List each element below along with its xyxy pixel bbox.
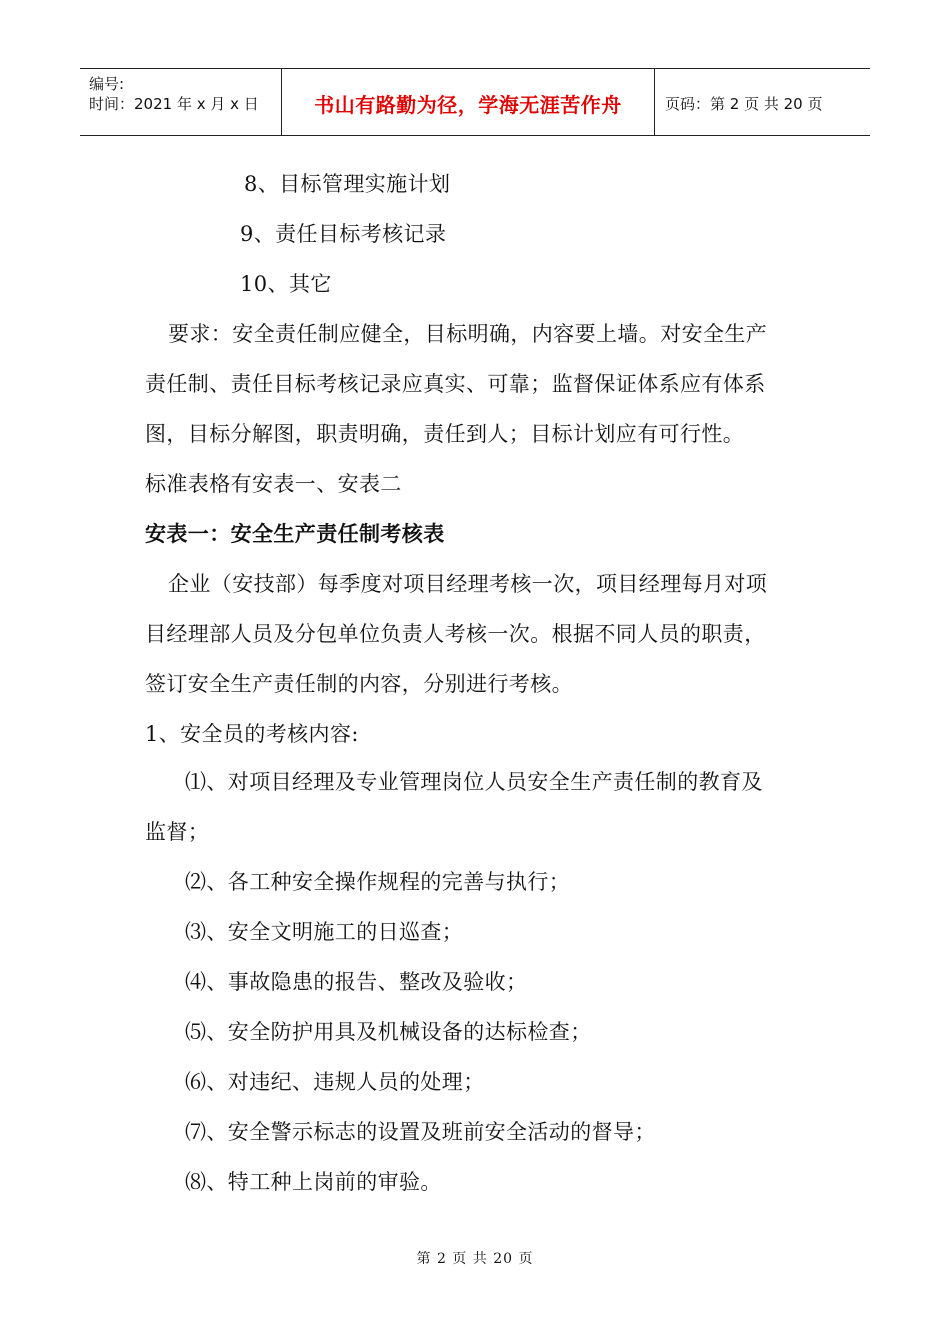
assessment-point: ⑹、对违纪、违规人员的处理； [185,1070,485,1094]
intro-paragraph-line: 目经理部人员及分包单位负责人考核一次。根据不同人员的职责， [145,622,766,646]
document-header [80,68,870,136]
table-title: 安表一：安全生产责任制考核表 [145,522,445,546]
section-heading: 1、安全员的考核内容: [145,722,359,746]
intro-paragraph-line: 签订安全生产责任制的内容，分别进行考核。 [145,672,573,696]
document-code-label: 编号: [89,75,125,93]
assessment-point: ⑸、安全防护用具及机械设备的达标检查； [185,1020,592,1044]
list-item: 10、其它 [240,272,332,296]
document-date-label: 时间：2021 年 x 月 x 日 [89,95,259,113]
header-motto: 书山有路勤为径，学海无涯苦作舟 [314,93,622,117]
assessment-point: ⑺、安全警示标志的设置及班前安全活动的督导； [185,1120,656,1144]
list-item: 8、目标管理实施计划 [244,172,451,196]
assessment-point: ⑶、安全文明施工的日巡查； [185,920,464,944]
requirement-paragraph-line: 图，目标分解图，职责明确，责任到人；目标计划应有可行性。 [145,422,745,446]
intro-paragraph-line: 企业（安技部）每季度对项目经理考核一次，项目经理每月对项 [168,572,768,596]
header-info-cell [80,69,282,135]
assessment-point: ⑵、各工种安全操作规程的完善与执行； [185,870,571,894]
requirement-paragraph-line: 要求：安全责任制应健全，目标明确，内容要上墙。对安全生产 [168,322,768,346]
page-footer: 第 2 页 共 20 页 [416,1251,534,1267]
list-item: 9、责任目标考核记录 [240,222,447,246]
header-page-cell [655,69,870,135]
assessment-point: 监督； [145,820,210,844]
header-motto-cell [282,69,655,135]
header-page-info: 页码：第 2 页 共 20 页 [665,95,823,113]
standard-forms-line: 标准表格有安表一、安表二 [145,472,402,496]
assessment-point: ⑻、特工种上岗前的审验。 [185,1170,442,1194]
requirement-paragraph-line: 责任制、责任目标考核记录应真实、可靠；监督保证体系应有体系 [145,372,766,396]
assessment-point: ⑷、事故隐患的报告、整改及验收； [185,970,528,994]
assessment-point: ⑴、对项目经理及专业管理岗位人员安全生产责任制的教育及 [185,770,763,794]
